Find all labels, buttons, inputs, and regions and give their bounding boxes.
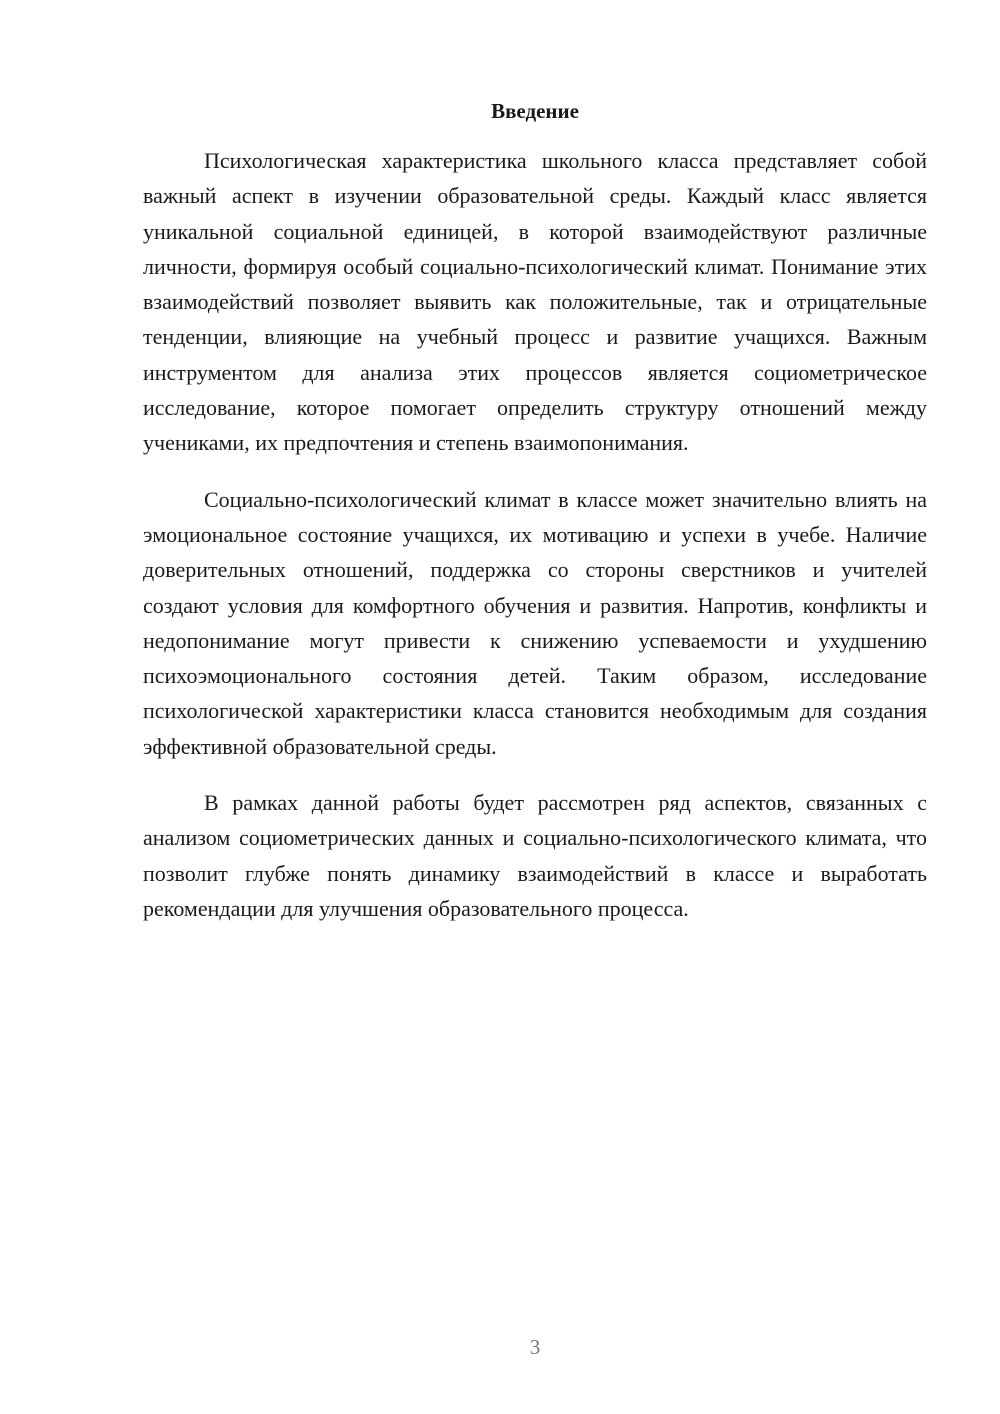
page-number: 3 [529,1335,541,1359]
paragraph-2: Социально-психологический климат в классе может значительно влиять на эмоциональное состояние учащихся, их мотивацию и успехи в учебе. Наличие доверительных отношений, поддержка со стороны сверстников и учителей создают условия для комфортного обучения и развития. Напротив, конфликты и недопонимание могут привести к снижению успеваемости и ухудшению психоэмоционального состояния детей. Таким образом, исследование психологической характеристики класса становится необходимым для создания эффективной образовательной среды. [143,486,927,759]
body-text [143,143,927,947]
paragraph-1: Психологическая характеристика школьного класса представляет собой важный аспект в изучении образовательной среды. Каждый класс является уникальной социальной единицей, в которой взаимодействуют различные личности, формируя особый социально-психологический климат. Понимание этих взаимодействий позволяет выявить как положительные, так и отрицательные тенденции, влияющие на учебный процесс и развитие учащихся. Важным инструментом для анализа этих процессов является социометрическое исследование, которое помогает определить структуру отношений между учениками, их предпочтения и степень взаимопонимания. [143,148,927,456]
section-heading: Введение [491,99,579,123]
paragraph-3: В рамках данной работы будет рассмотрен ряд аспектов, связанных с анализом социометрических данных и социально-психологического климата, что позволит глубже понять динамику взаимодействий в классе и выработать рекомендации для улучшения образовательного процесса. [143,790,927,921]
